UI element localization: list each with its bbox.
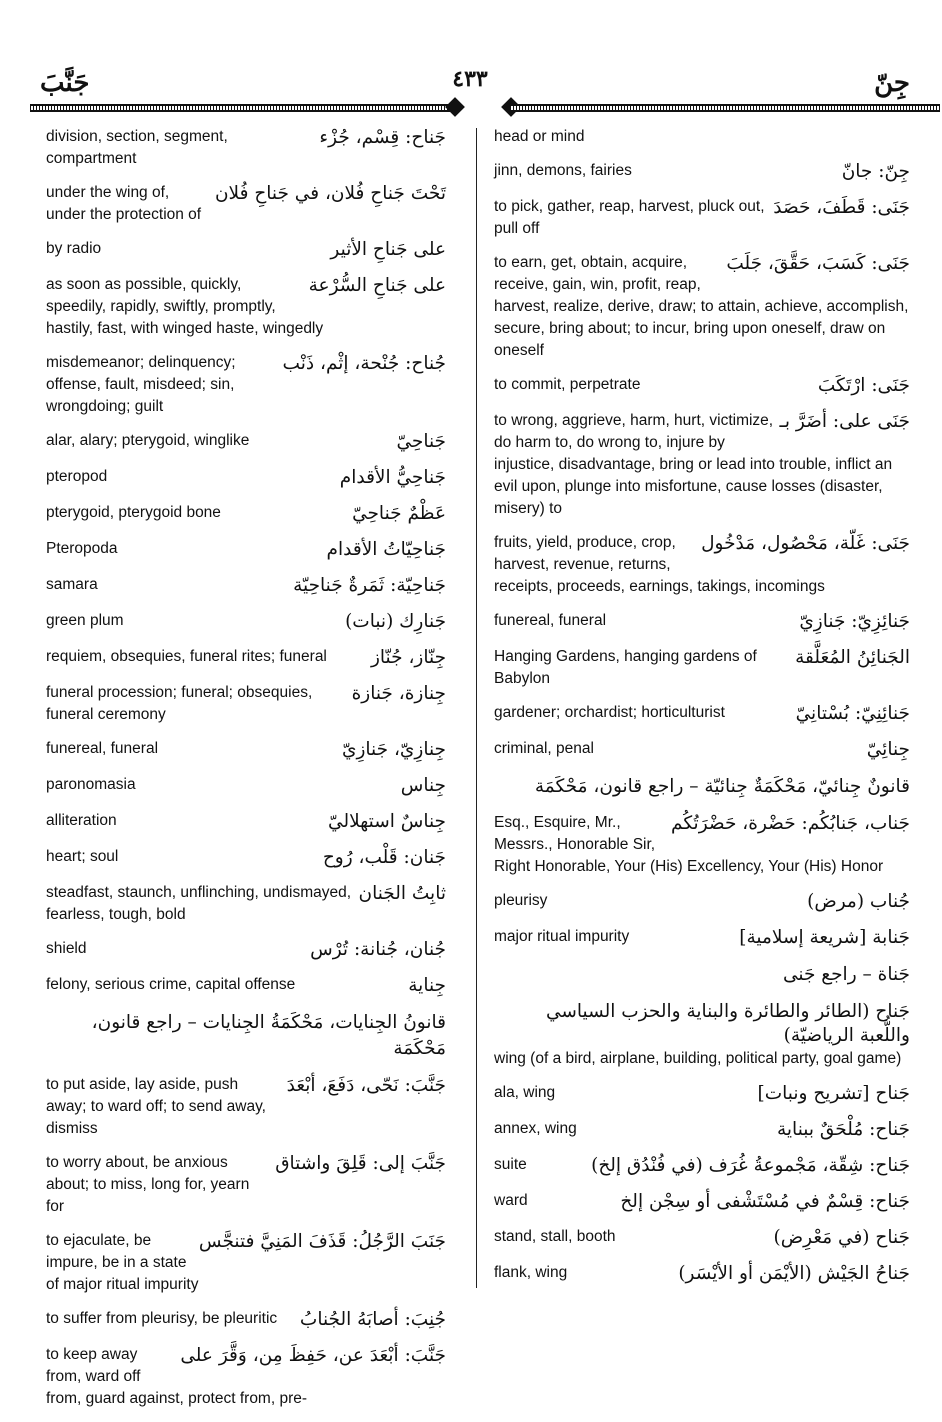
english-definition: felony, serious crime, capital offense xyxy=(46,976,296,993)
page-header xyxy=(30,58,910,118)
arabic-headword: جَناح: قِسْم، جُزْء xyxy=(319,127,446,148)
dictionary-entry xyxy=(46,182,446,226)
dictionary-entry xyxy=(494,890,910,914)
english-definition: to earn, get, obtain, acquire, receive, gain, win, profit, reap, harvest, realize, derive, draw; to attain, achieve, accomplish, secure, bring about; to incur, bring upon oneself, draw on oneself xyxy=(494,254,909,359)
arabic-headword: جُنِبَ: أصابَهُ الجُنابُ xyxy=(299,1309,446,1330)
arabic-headword: على جَناحِ الأثير xyxy=(330,239,446,260)
english-definition: heart; soul xyxy=(46,848,119,865)
arabic-headword: جِنّ: جانّ xyxy=(841,161,910,182)
english-definition: pteropod xyxy=(46,468,108,485)
dictionary-entry xyxy=(46,126,446,170)
english-definition: ward xyxy=(494,1192,528,1209)
dictionary-entry xyxy=(494,196,910,240)
english-definition: annex, wing xyxy=(494,1120,577,1137)
dictionary-entry xyxy=(46,1152,446,1218)
english-definition: to commit, perpetrate xyxy=(494,376,641,393)
arabic-headword: جَناب، جَنابُكُم: حَضْرة، حَضْرَتُكُم xyxy=(671,813,910,834)
right-column xyxy=(494,126,910,1298)
arabic-headword: جَنائِزِيّ: جَنازِيّ xyxy=(799,611,910,632)
arabic-headword: جَناح (في مَعْرِض) xyxy=(773,1227,910,1248)
arabic-headword: جَنَى: غَلّة، مَحْصُول، مَدْخُول xyxy=(701,533,910,554)
arabic-headword: جَنَّبَ: نَحّى، دَفَعَ، أبْعَدَ xyxy=(286,1075,446,1096)
dictionary-entry xyxy=(494,532,910,598)
arabic-headword: جِنائِيّ xyxy=(866,739,910,760)
arabic-headword: جَنَى: قَطَفَ، حَصَدَ xyxy=(773,197,910,218)
dictionary-entry xyxy=(494,646,910,690)
english-definition: jinn, demons, fairies xyxy=(494,162,632,179)
dictionary-entry xyxy=(494,1226,910,1250)
dictionary-entry xyxy=(494,126,910,148)
english-definition: gardener; orchardist; horticulturist xyxy=(494,704,725,721)
english-definition: fruits, yield, produce, crop, harvest, revenue, returns, receipts, proceeds, earnings, takings, incomings xyxy=(494,534,825,595)
english-definition: Esq., Esquire, Mr., Messrs., Honorable Sir, Right Honorable, Your (His) Excellency, Your (His) Honor xyxy=(494,814,884,875)
arabic-headword: جَنَى: ارْتَكَبَ xyxy=(817,375,910,396)
dictionary-entry xyxy=(46,1230,446,1296)
arabic-headword: جِناية xyxy=(408,975,446,996)
english-definition: green plum xyxy=(46,612,124,629)
arabic-headword: جَنائِنِيّ: بُسْتانِيّ xyxy=(795,703,910,724)
page-number: ٤٣٣ xyxy=(452,66,488,92)
dictionary-entry xyxy=(494,738,910,762)
arabic-headword: قانونُ الجِنايات، مَحْكَمَةُ الجِنايات – راجع قانون، مَحْكَمَة xyxy=(91,1012,446,1059)
english-definition: to keep away from, ward off from, guard against, protect from, pre- xyxy=(46,1346,308,1407)
english-definition: shield xyxy=(46,940,87,957)
arabic-headword: جِناس xyxy=(400,775,446,796)
english-definition: funereal, funeral xyxy=(46,740,159,757)
english-definition: pterygoid, pterygoid bone xyxy=(46,504,221,521)
dictionary-entry xyxy=(46,810,446,834)
english-definition: Hanging Gardens, hanging gardens of Babylon xyxy=(494,648,757,687)
arabic-headword: الجَنائِنُ المُعَلَّقة xyxy=(795,647,910,668)
dictionary-entry xyxy=(494,1000,910,1070)
arabic-headword: جَنارِك (نبات) xyxy=(345,611,446,632)
arabic-headword: جِناسٌ استهلاليّ xyxy=(328,811,446,832)
column-divider xyxy=(476,128,477,1288)
english-definition: to ejaculate, be impure, be in a state of major ritual impurity xyxy=(46,1232,199,1293)
arabic-headword: جَنابة [شريعة إسلامية] xyxy=(739,927,910,948)
arabic-headword: جِنازة، جَنازة xyxy=(351,683,446,704)
headword-left: جَنَّبَ xyxy=(40,68,90,98)
arabic-headword: على جَناحِ السُّرْعة xyxy=(308,275,446,296)
arabic-headword: جَنَى: كَسَبَ، حَقَّقَ، جَلَبَ xyxy=(726,253,910,274)
dictionary-entry xyxy=(46,238,446,262)
header-rule-left xyxy=(30,104,455,112)
english-definition: suite xyxy=(494,1156,527,1173)
english-definition: ala, wing xyxy=(494,1084,556,1101)
english-definition: requiem, obsequies, funeral rites; funeral xyxy=(46,648,327,665)
header-ornament-left xyxy=(445,97,465,117)
dictionary-entry xyxy=(494,252,910,362)
english-definition: head or mind xyxy=(494,128,585,145)
dictionary-entry xyxy=(494,1262,910,1286)
dictionary-entry xyxy=(46,610,446,634)
dictionary-entry xyxy=(46,974,446,998)
dictionary-entry xyxy=(46,682,446,726)
dictionary-entry xyxy=(46,574,446,598)
dictionary-entry xyxy=(46,882,446,926)
english-definition: alar, alary; pterygoid, winglike xyxy=(46,432,250,449)
english-definition: wing (of a bird, airplane, building, political party, goal game) xyxy=(494,1050,902,1067)
english-definition: pleurisy xyxy=(494,892,548,909)
arabic-headword: قانونٌ جِنائيّ، مَحْكَمَةٌ جِنائيّة – راجع قانون، مَحْكَمَة xyxy=(534,776,910,797)
english-definition: to wrong, aggrieve, harm, hurt, victimize, do harm to, do wrong to, injure by injustice, disadvantage, bring or lead into trouble, inflict an evil upon, plunge into misfortune, cause losses (disaster, misery) to xyxy=(494,412,893,517)
dictionary-entry xyxy=(494,1118,910,1142)
arabic-headword: ثابِتُ الجَنان xyxy=(358,883,446,904)
dictionary-entry xyxy=(46,502,446,526)
dictionary-entry xyxy=(494,410,910,520)
dictionary-entry xyxy=(46,466,446,490)
english-definition: alliteration xyxy=(46,812,117,829)
dictionary-entry xyxy=(46,1010,446,1062)
arabic-headword: جَنَبَ الرَّجُلُ: قَذَفَ المَنِيَّ فتنجَّس xyxy=(198,1231,446,1252)
arabic-headword: جَناحِيّ xyxy=(396,431,446,452)
arabic-headword: جُناب (مرض) xyxy=(807,891,910,912)
dictionary-entry xyxy=(494,926,910,950)
dictionary-entry xyxy=(494,702,910,726)
english-definition: by radio xyxy=(46,240,102,257)
dictionary-entry xyxy=(46,430,446,454)
english-definition: paronomasia xyxy=(46,776,136,793)
dictionary-entry xyxy=(494,774,910,800)
dictionary-entry xyxy=(494,962,910,988)
english-definition: division, section, segment, compartment xyxy=(46,128,228,167)
arabic-headword: جِنازِيّ، جَنازِيّ xyxy=(342,739,446,760)
arabic-headword: جَناحِيّة: ثَمَرةٌ جَناحِيّة xyxy=(293,575,446,596)
arabic-headword: جِنّاز، جُنّاز xyxy=(370,647,446,668)
dictionary-entry xyxy=(46,274,446,340)
english-definition: samara xyxy=(46,576,98,593)
dictionary-entry xyxy=(494,1082,910,1106)
arabic-headword: جَناحُ الجَيْش (الأيْمَن أو الأيْسَر) xyxy=(678,1263,910,1284)
dictionary-entry xyxy=(46,1074,446,1140)
dictionary-entry xyxy=(494,610,910,634)
left-column xyxy=(46,126,446,1422)
arabic-headword: عَظْمٌ جَناحِيّ xyxy=(352,503,446,524)
arabic-headword: جُناح: جُنْحة، إثْم، ذَنْب xyxy=(282,353,446,374)
dictionary-entry xyxy=(494,160,910,184)
english-definition: major ritual impurity xyxy=(494,928,630,945)
dictionary-entry xyxy=(46,646,446,670)
english-definition: criminal, penal xyxy=(494,740,594,757)
dictionary-entry xyxy=(494,812,910,878)
arabic-headword: جَناح: مُلْحَقٌ ببناية xyxy=(776,1119,910,1140)
english-definition: flank, wing xyxy=(494,1264,568,1281)
arabic-headword: جَناح: شِقّة، مَجْموعةُ غُرَف (في فُنْدُق إلخ) xyxy=(591,1155,910,1176)
dictionary-entry xyxy=(46,846,446,870)
english-definition: steadfast, staunch, unflinching, undismayed, fearless, tough, bold xyxy=(46,884,352,923)
dictionary-entry xyxy=(46,1308,446,1332)
arabic-headword: جَناحِيّاتُ الأقدام xyxy=(326,539,446,560)
arabic-headword: جَنان: قَلْب، رُوح xyxy=(322,847,446,868)
arabic-headword: جَناح [تشريح ونبات] xyxy=(757,1083,910,1104)
english-definition: to pick, gather, reap, harvest, pluck out, pull off xyxy=(494,198,765,237)
english-definition: Pteropoda xyxy=(46,540,118,557)
dictionary-entry xyxy=(46,774,446,798)
dictionary-entry xyxy=(46,1344,446,1410)
english-definition: misdemeanor; delinquency; offense, fault, misdeed; sin, wrongdoing; guilt xyxy=(46,354,236,415)
english-definition: to put aside, lay aside, push away; to ward off; to send away, dismiss xyxy=(46,1076,266,1137)
dictionary-entry xyxy=(494,1154,910,1178)
arabic-headword: جَنَّبَ: أبْعَدَ عن، حَفِظَ مِن، وَقَّرَ على xyxy=(180,1345,446,1366)
arabic-headword: جَناح: قِسْمٌ في مُسْتَشْفى أو سِجْن إلخ xyxy=(620,1191,910,1212)
english-definition: to worry about, be anxious about; to miss, long for, yearn for xyxy=(46,1154,250,1215)
header-rule-right xyxy=(510,104,940,112)
arabic-headword: تَحْتَ جَناحِ فُلان، في جَناحِ فُلان xyxy=(214,183,446,204)
arabic-headword: جَناحِيُّ الأقدام xyxy=(339,467,446,488)
dictionary-entry xyxy=(46,352,446,418)
dictionary-entry xyxy=(494,374,910,398)
arabic-headword: جَناح (الطائر والطائرة والبناية والحزب السياسي واللُّعبة الرياضيّة) xyxy=(545,1001,910,1046)
english-definition: stand, stall, booth xyxy=(494,1228,616,1245)
english-definition: funereal, funeral xyxy=(494,612,607,629)
english-definition: funeral procession; funeral; obsequies, funeral ceremony xyxy=(46,684,313,723)
arabic-headword: جُنان، جُنانة: تُرْس xyxy=(310,939,446,960)
english-definition: as soon as possible, quickly, speedily, rapidly, swiftly, promptly, hastily, fast, with winged haste, wingedly xyxy=(46,276,324,337)
dictionary-entry xyxy=(46,538,446,562)
english-definition: to suffer from pleurisy, be pleuritic xyxy=(46,1310,278,1327)
arabic-headword: جَنَّبَ إلى: قَلِقَ واشتاق xyxy=(275,1153,446,1174)
english-definition: under the wing of, under the protection of xyxy=(46,184,202,223)
dictionary-entry xyxy=(46,938,446,962)
headword-right: جِنّ xyxy=(874,68,910,98)
dictionary-entry xyxy=(46,738,446,762)
arabic-headword: جَناة – راجع جَنى xyxy=(782,964,910,985)
arabic-headword: جَنَى على: أضَرَّ بـ xyxy=(779,411,910,432)
dictionary-entry xyxy=(494,1190,910,1214)
